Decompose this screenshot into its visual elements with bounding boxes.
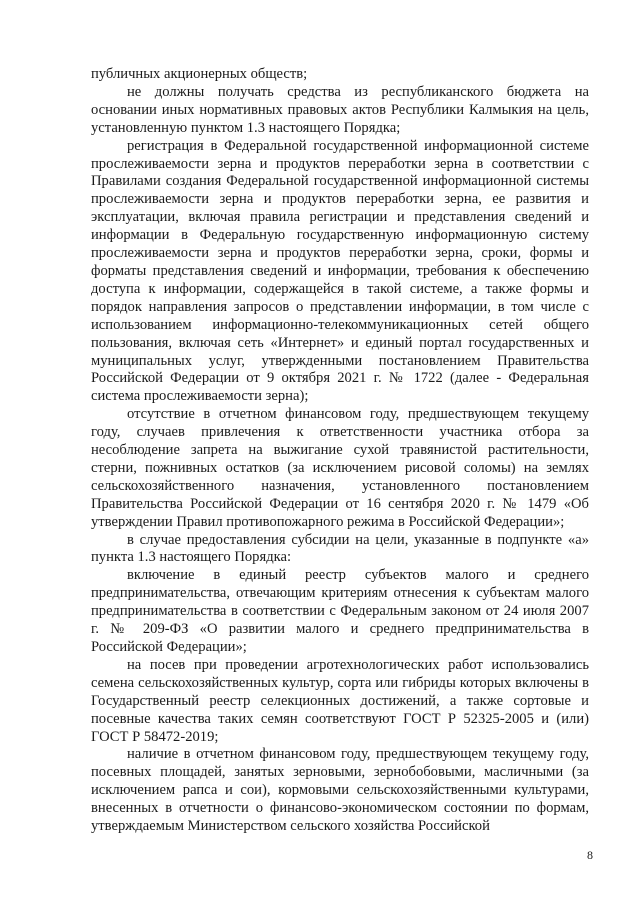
paragraph-5: в случае предоставления субсидии на цели, указанные в подпункте «а» пункта 1.3 настоящего Порядка:	[91, 531, 589, 566]
paragraph-6: включение в единый реестр субъектов малого и среднего предпринимательства, отвечающим критериям отнесения к субъектам малого предпринимательства в соответствии с Федеральным законом от 24 июля 2007 г. № 209-ФЗ «О развитии малого и среднего предпринимательства в Российской Федерации»;	[91, 567, 589, 655]
paragraph-8: наличие в отчетном финансовом году, предшествующем текущему году, посевных площадей, занятых зерновыми, зернобобовыми, масличными (за исключением рапса и сои), кормовыми сельскохозяйственными культурами, внесенных в отчетности о финансово-экономическом состоянии по формам, утверждаемым Министерством сельского хозяйства Российской	[91, 746, 589, 835]
paragraph-7: на посев при проведении агротехнологических работ использовались семена сельскохозяйственных культур, сорта или гибриды которых включены в Государственный реестр селекционных достижений, а также сортовые и посевные качества таких семян соответствуют ГОСТ Р 52325-2005 и (или) ГОСТ Р 58472-2019;	[91, 656, 589, 745]
paragraph-3: регистрация в Федеральной государственной информационной системе прослеживаемости зерна и продуктов переработки зерна в соответствии с Правилами создания Федеральной государственной информационной системы прослеживаемости зерна и продуктов переработки зерна, ее развития и эксплуатации, включая правила регистрации и представления сведений и информации в Федеральную государственную информационную систему прослеживаемости зерна и продуктов переработки зерна, сроки, формы и форматы представления сведений и информации, требования к обеспечению доступа к информации, содержащейся в такой системе, а также формы и порядок направления запросов о представлении информации, в том числе с использованием информационно-телекоммуникационных сетей общего пользования, включая сеть «Интернет» и единый портал государственных и муниципальных услуг, утвержденными постановлением Правительства Российской Федерации от 9 октября 2021 г. № 1722 (далее - Федеральная система прослеживаемости зерна);	[91, 137, 589, 405]
paragraph-2: не должны получать средства из республиканского бюджета на основании иных нормативных правовых актов Республики Калмыкия на цель, установленную пунктом 1.3 настоящего Порядка;	[91, 83, 589, 136]
page-number: 8	[587, 848, 593, 862]
paragraph-4: отсутствие в отчетном финансовом году, предшествующем текущему году, случаев привлечения к ответственности участника отбора за несоблюдение запрета на выжигание сухой травянистой растительности, стерни, пожнивных остатков (за исключением рисовой соломы) на землях сельскохозяйственного назначения, установленного постановлением Правительства Российской Федерации от 16 сентября 2020 г. № 1479 «Об утверждении Правил противопожарного режима в Российской Федерации»;	[91, 406, 589, 530]
document-body	[91, 66, 589, 836]
paragraph-1: публичных акционерных обществ;	[91, 66, 308, 82]
